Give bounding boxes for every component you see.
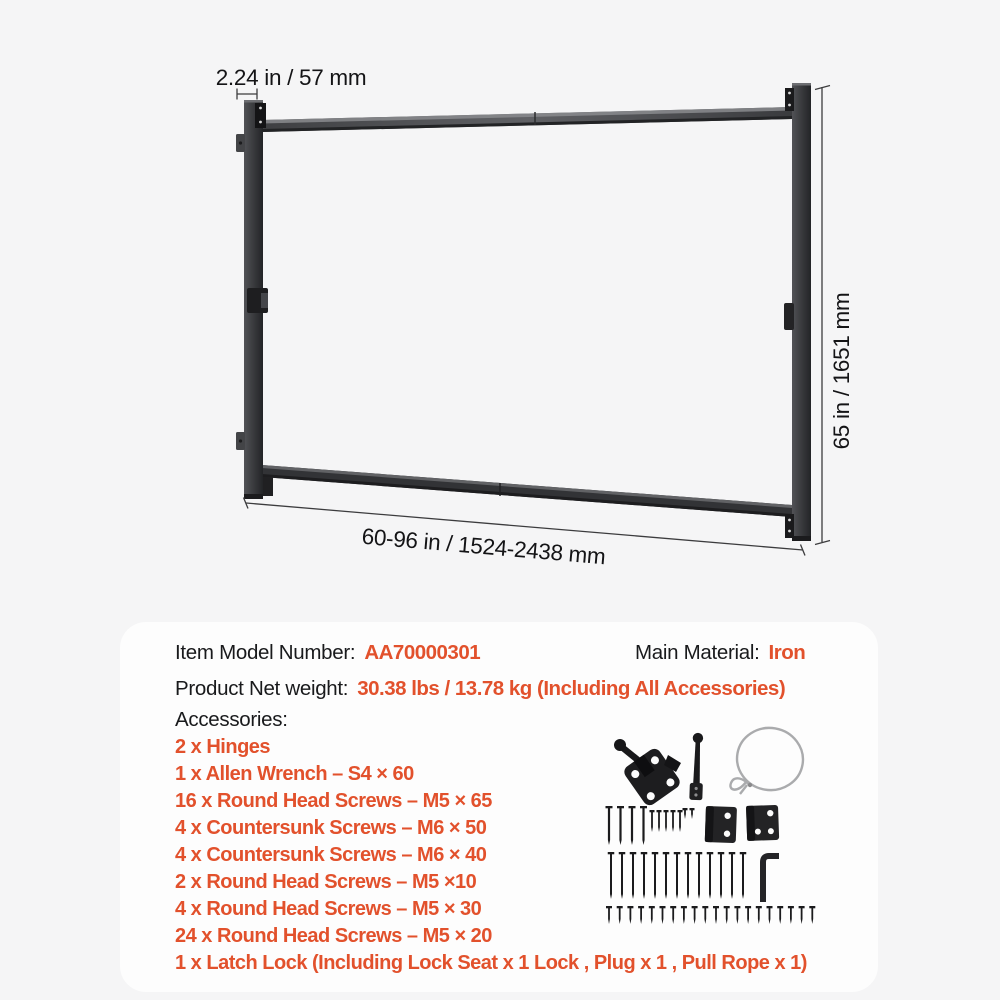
net-weight-label: Product Net weight: <box>175 677 349 700</box>
bottom-width-label: 60-96 in / 1524-2438 mm <box>360 523 607 570</box>
dimension-width-top <box>237 89 257 100</box>
right-post-bottom-bracket <box>785 514 794 538</box>
accessory-item: 16 x Round Head Screws – M5 × 65 <box>175 790 492 812</box>
net-weight-row <box>175 677 785 700</box>
pull-rope-icon <box>730 723 807 796</box>
right-height-label: 65 in / 1651 mm <box>829 292 854 450</box>
left-post <box>236 100 268 499</box>
top-width-label: 2.24 in / 57 mm <box>215 65 367 90</box>
accessory-item: 1 x Latch Lock (Including Lock Seat x 1 Lock , Plug x 1 , Pull Rope x 1) <box>175 952 807 974</box>
accessory-item: 24 x Round Head Screws – M5 × 20 <box>175 925 492 947</box>
main-material-label: Main Material: <box>635 641 760 664</box>
accessories-kit-image <box>600 715 860 940</box>
accessory-item: 2 x Hinges <box>175 736 271 758</box>
item-model-value: AA70000301 <box>364 641 481 664</box>
accessory-item: 1 x Allen Wrench – S4 × 60 <box>175 763 414 785</box>
gate-frame-illustration <box>236 83 811 541</box>
accessory-item: 2 x Round Head Screws – M5 ×10 <box>175 871 477 893</box>
item-model-row <box>175 641 480 664</box>
accessory-item: 4 x Countersunk Screws – M6 × 40 <box>175 844 487 866</box>
allen-wrench-icon <box>763 856 779 902</box>
hinge-icon <box>746 805 779 841</box>
main-material-row <box>635 641 805 664</box>
accessory-item: 4 x Countersunk Screws – M6 × 50 <box>175 817 487 839</box>
accessory-item: 4 x Round Head Screws – M5 × 30 <box>175 898 482 920</box>
latch-lock-icon <box>614 739 682 808</box>
item-model-label: Item Model Number: <box>175 641 356 664</box>
net-weight-value: 30.38 lbs / 13.78 kg (Including All Accessories) <box>357 677 786 700</box>
right-post-mid-bracket <box>784 303 794 330</box>
right-post <box>784 83 811 541</box>
accessories-heading: Accessories: <box>175 708 288 731</box>
dimension-height-right <box>815 86 830 545</box>
main-material-value: Iron <box>768 641 806 664</box>
spec-panel <box>120 622 878 992</box>
right-post-top-bracket <box>785 88 794 111</box>
latch-bar-icon <box>689 733 704 801</box>
hinge-icon <box>705 806 737 843</box>
